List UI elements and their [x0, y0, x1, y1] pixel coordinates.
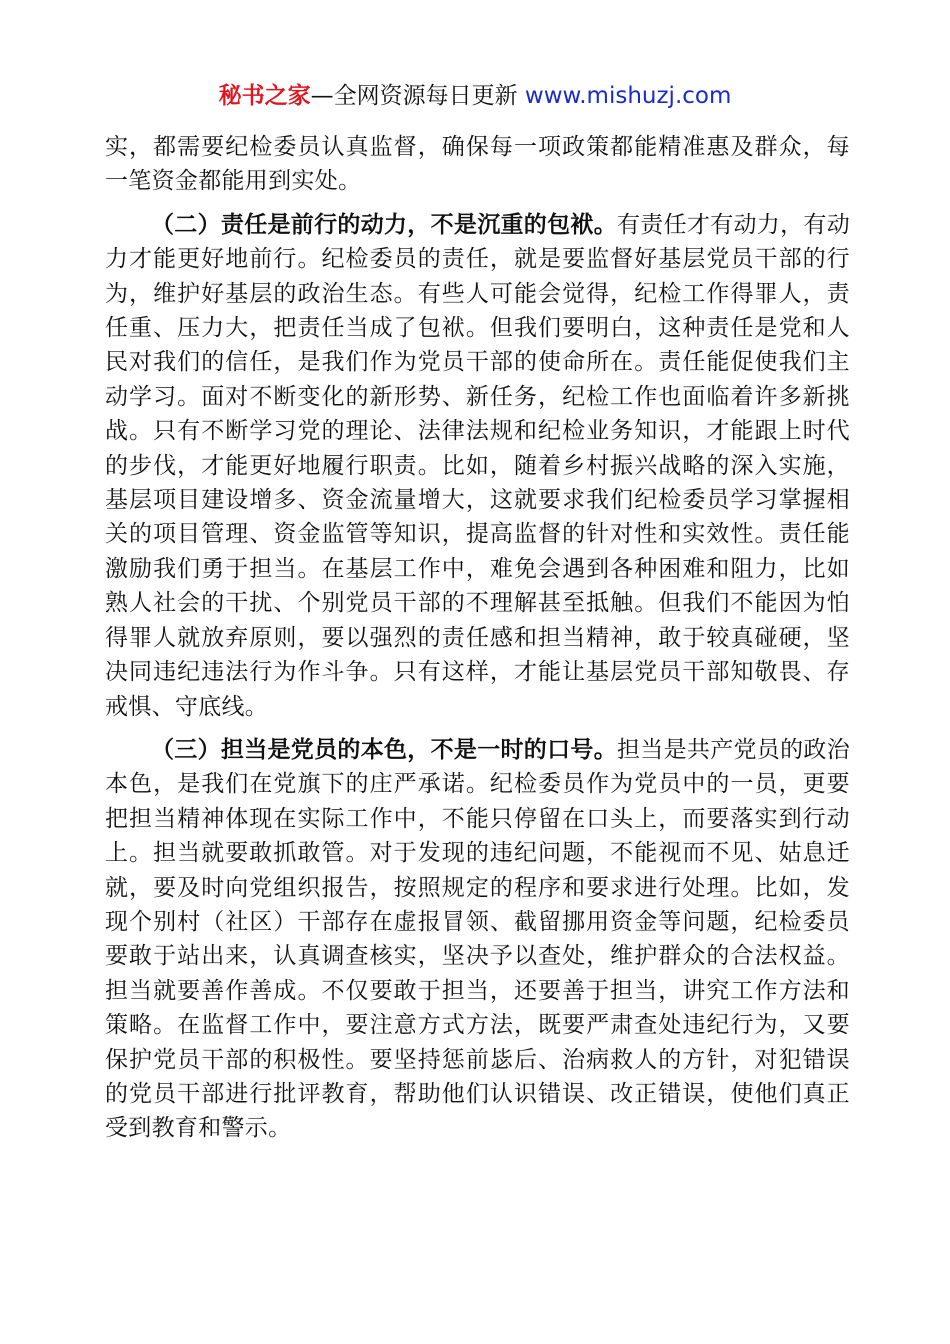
paragraph-continuation — [105, 130, 850, 199]
page-header — [0, 80, 950, 112]
brand-name: 秘书之家 — [218, 83, 311, 109]
paragraph-section-3 — [105, 733, 850, 1146]
paragraph-text: 有责任才有动力，有动力才能更好地前行。纪检委员的责任，就是要监督好基层党员干部的行为，维护好基层的政治生态。有些人可能会觉得，纪检工作得罪人，责任重、压力大，把责任当成了包袱。但我们要明白，这种责任是党和人民对我们的信任，是我们作为党员干部的使命所在。责任能促使我们主动学习。面对不断变化的新形势、新任务，纪检工作也面临着许多新挑战。只有不断学习党的理论、法律法规和纪检业务知识，才能跟上时代的步伐，才能更好地履行职责。比如，随着乡村振兴战略的深入实施，基层项目建设增多、资金流量增大，这就要求我们纪检委员学习掌握相关的项目管理、资金监管等知识，提高监督的针对性和实效性。责任能激励我们勇于担当。在基层工作中，难免会遇到各种困难和阻力，比如熟人社会的干扰、个别党员干部的不理解甚至抵触。但我们不能因为怕得罪人就放弃原则，要以强烈的责任感和担当精神，敢于较真碰硬，坚决同违纪违法行为作斗争。只有这样，才能让基层党员干部知敬畏、存戒惧、守底线。 — [105, 211, 850, 720]
section-heading-2: （二）责任是前行的动力，不是沉重的包袱。 — [151, 211, 617, 238]
document-body — [105, 130, 850, 1155]
header-tagline: —全网资源每日更新 — [310, 83, 518, 109]
paragraph-section-2 — [105, 208, 850, 724]
section-heading-3: （三）担当是党员的本色，不是一时的口号。 — [151, 736, 617, 763]
paragraph-text: 实，都需要纪检委员认真监督，确保每一项政策都能精准惠及群众，每一笔资金都能用到实处。 — [105, 134, 850, 195]
paragraph-text: 担当是共产党员的政治本色，是我们在党旗下的庄严承诺。纪检委员作为党员中的一员，更要把担当精神体现在实际工作中，不能只停留在口头上，而要落实到行动上。担当就要敢抓敢管。对于发现的违纪问题，不能视而不见、姑息迁就，要及时向党组织报告，按照规定的程序和要求进行处理。比如，发现个别村（社区）干部存在虚报冒领、截留挪用资金等问题，纪检委员要敢于站出来，认真调查核实，坚决予以查处，维护群众的合法权益。担当就要善作善成。不仅要敢于担当，还要善于担当，讲究工作方法和策略。在监督工作中，要注意方式方法，既要严肃查处违纪行为，又要保护党员干部的积极性。要坚持惩前毖后、治病救人的方针，对犯错误的党员干部进行批评教育，帮助他们认识错误、改正错误，使他们真正受到教育和警示。 — [105, 736, 850, 1142]
site-url-link[interactable]: www.mishuzj.com — [524, 83, 732, 109]
